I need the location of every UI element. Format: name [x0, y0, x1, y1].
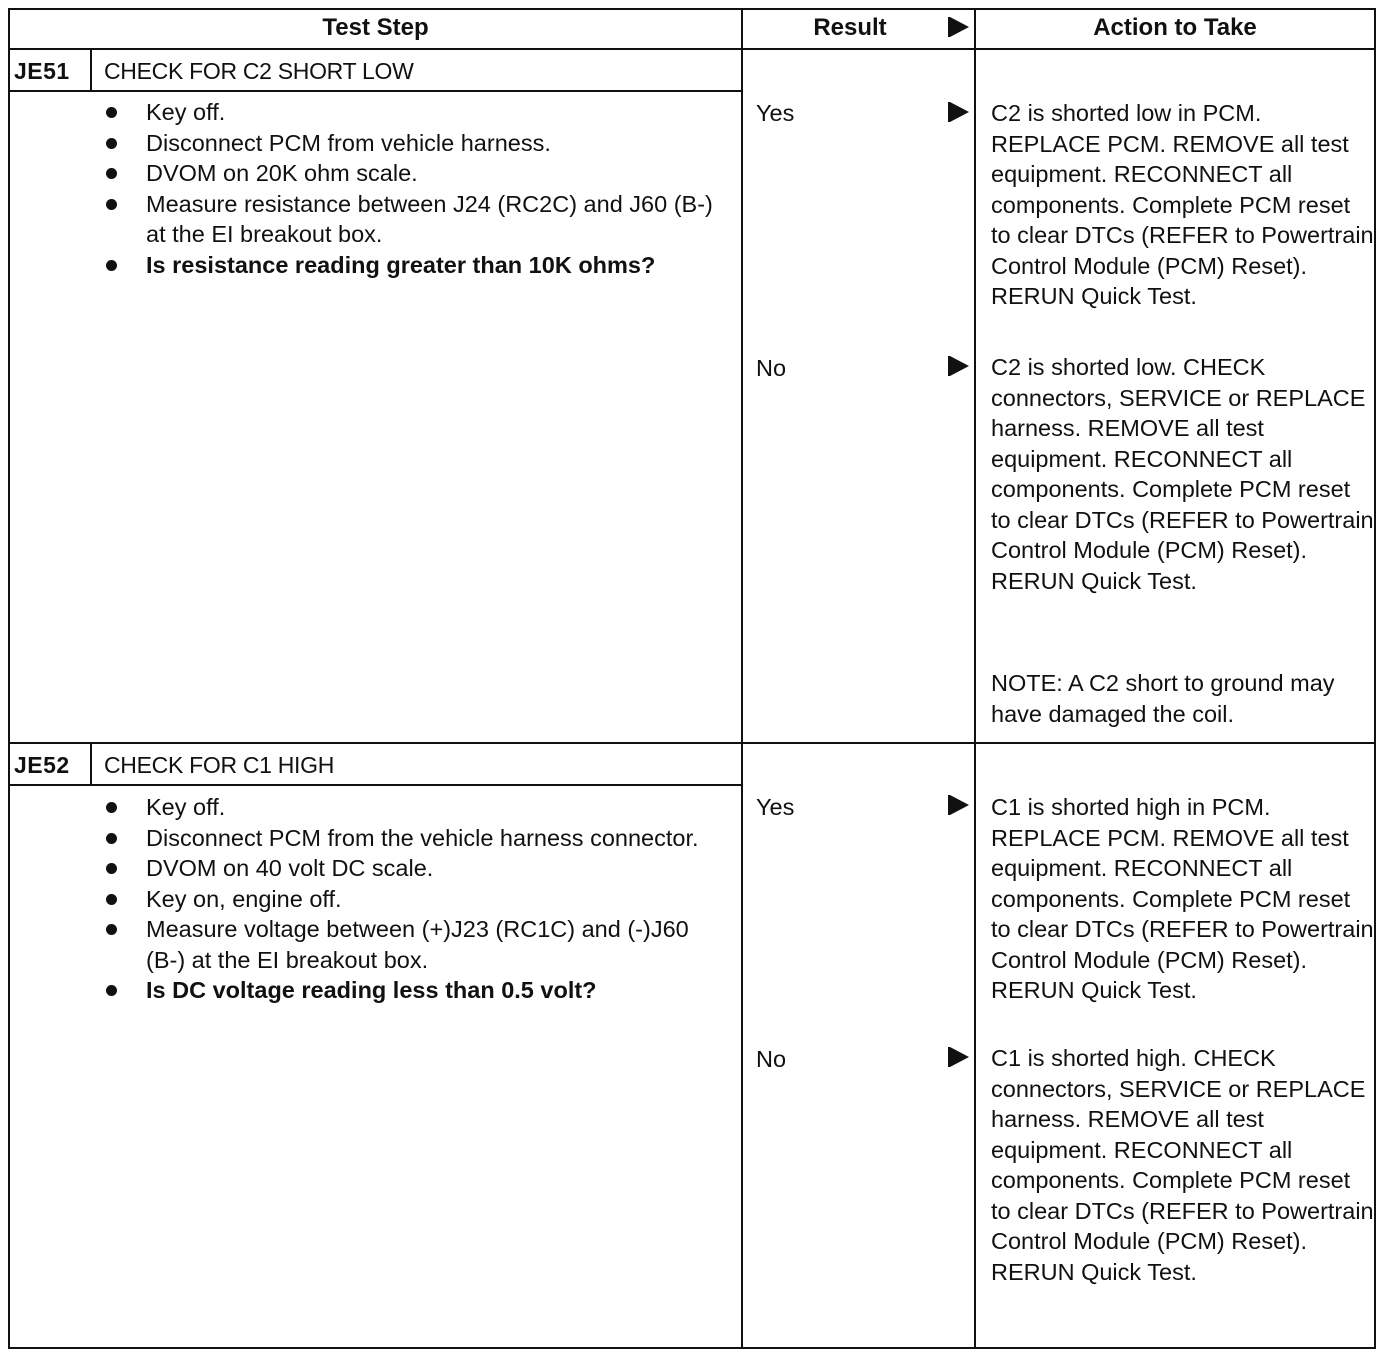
instruction-item: Measure resistance between J24 (RC2C) and J60 (B-) at the EI breakout box. — [106, 189, 726, 250]
table-bottom-border — [8, 1347, 1376, 1349]
action-text: C1 is shorted high in PCM. REPLACE PCM. REMOVE all test equipment. RECONNECT all components. Complete PCM reset to clear DTCs (REFER to Powertrain Control Module (PCM) Reset). RERUN Quick Test. — [991, 794, 1374, 1003]
instruction-item: Key off. — [106, 97, 726, 128]
header-test-step: Test Step — [322, 14, 429, 41]
step-title: CHECK FOR C2 SHORT LOW — [104, 58, 414, 84]
result-no: No — [756, 355, 787, 381]
je51-title-border — [8, 90, 742, 92]
step-code: JE51 — [14, 58, 70, 84]
table-left-border — [8, 8, 10, 1349]
je51-code-divider — [90, 48, 92, 92]
instruction-item: Disconnect PCM from vehicle harness. — [106, 128, 726, 159]
action-text: C2 is shorted low. CHECK connectors, SERVICE or REPLACE harness. REMOVE all test equipment. RECONNECT all components. Complete PCM reset to clear DTCs (REFER to Powertrain Control Module (PCM) Reset). RERUN Quick Test. — [991, 354, 1374, 594]
je52-code-divider — [90, 742, 92, 786]
step-instructions — [106, 97, 726, 280]
arrow-icon — [948, 794, 970, 816]
arrow-icon — [948, 355, 970, 377]
action-text: C2 is shorted low in PCM. REPLACE PCM. REMOVE all test equipment. RECONNECT all components. Complete PCM reset to clear DTCs (REFER to Powertrain Control Module (PCM) Reset). RERUN Quick Test. — [991, 100, 1374, 309]
action-note: NOTE: A C2 short to ground may have damaged the coil. — [991, 670, 1335, 727]
step-code: JE52 — [14, 752, 70, 778]
instruction-item: Key on, engine off. — [106, 884, 726, 915]
step-instructions — [106, 792, 726, 1006]
action-text: C1 is shorted high. CHECK connectors, SERVICE or REPLACE harness. REMOVE all test equipment. RECONNECT all components. Complete PCM reset to clear DTCs (REFER to Powertrain Control Module (PCM) Reset). RERUN Quick Test. — [991, 1045, 1374, 1285]
header-action: Action to Take — [1093, 14, 1257, 41]
instruction-item: Key off. — [106, 792, 726, 823]
arrow-icon — [948, 1046, 970, 1068]
instruction-item: Measure voltage between (+)J23 (RC1C) and (-)J60 (B-) at the EI breakout box. — [106, 914, 726, 975]
arrow-icon — [948, 101, 970, 123]
header-bottom-border — [8, 48, 1376, 50]
instruction-item: DVOM on 20K ohm scale. — [106, 158, 726, 189]
action-column-border — [974, 8, 976, 1349]
instruction-item: DVOM on 40 volt DC scale. — [106, 853, 726, 884]
header-result: Result — [813, 14, 887, 41]
result-no: No — [756, 1046, 787, 1072]
instruction-item: Disconnect PCM from the vehicle harness connector. — [106, 823, 726, 854]
result-yes: Yes — [756, 100, 795, 126]
table-top-border — [8, 8, 1376, 10]
instruction-question: Is resistance reading greater than 10K ohms? — [106, 250, 726, 281]
step-title: CHECK FOR C1 HIGH — [104, 752, 335, 778]
row-divider — [8, 742, 1376, 744]
result-yes: Yes — [756, 794, 795, 820]
instruction-question: Is DC voltage reading less than 0.5 volt? — [106, 975, 726, 1006]
header-arrow-icon — [948, 16, 970, 38]
result-column-border — [741, 8, 743, 1349]
je52-title-border — [8, 784, 742, 786]
